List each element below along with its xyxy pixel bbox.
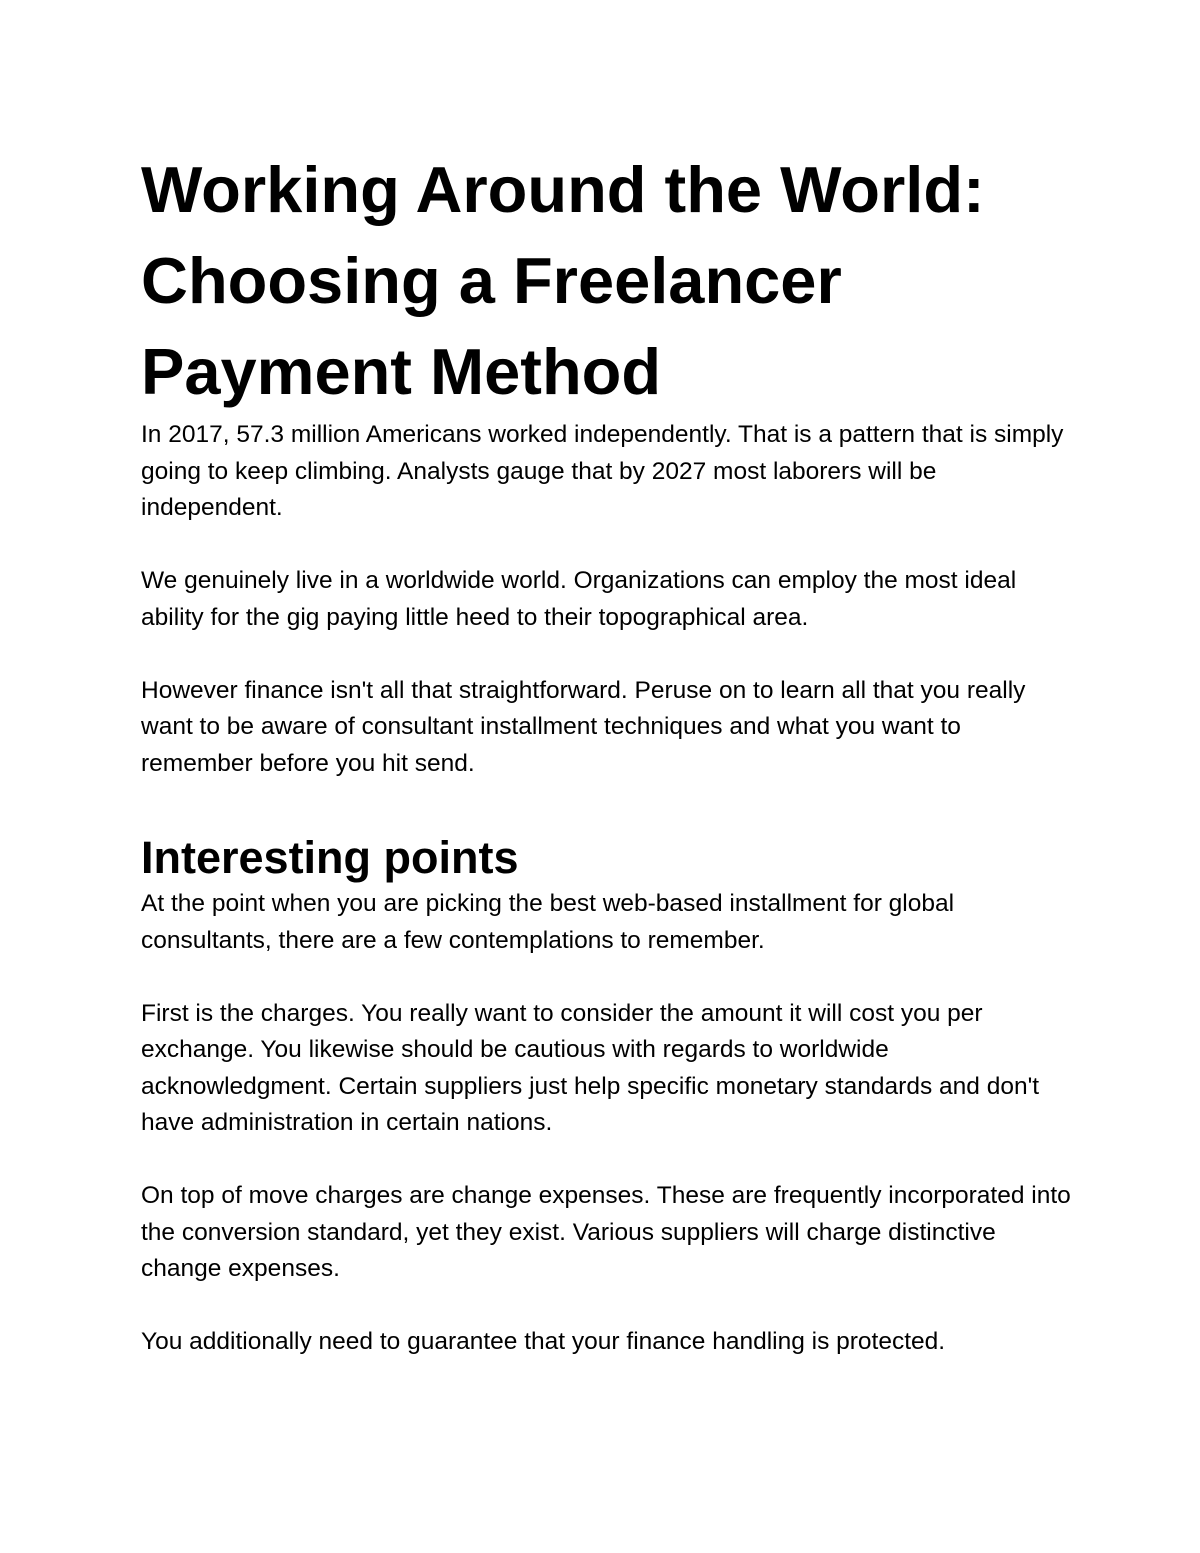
section-heading: Interesting points [141, 832, 519, 883]
section-paragraph-1: At the point when you are picking the best web-based installment for global consultants, there are a few contemplations to remember. [141, 890, 955, 954]
intro-paragraph-3: However finance isn't all that straightforward. Peruse on to learn all that you really want to be aware of consultant installment techniques and what you want to remember before you hit send. [141, 676, 1026, 777]
section-paragraph-2: First is the charges. You really want to consider the amount it will cost you per exchange. You likewise should be cautious with regards to worldwide acknowledgment. Certain suppliers just help specific monetary standards and don't have administration in certain nations. [141, 999, 1040, 1136]
intro-paragraph-2: We genuinely live in a worldwide world. Organizations can employ the most ideal ability for the gig paying little heed to their topographical area. [141, 567, 1017, 631]
document-page [141, 144, 1071, 1361]
intro-paragraph-1: In 2017, 57.3 million Americans worked independently. That is a pattern that is simply going to keep climbing. Analysts gauge that by 2027 most laborers will be independent. [141, 421, 1064, 521]
section-paragraph-4: You additionally need to guarantee that your finance handling is protected. [141, 1328, 946, 1355]
document-title: Working Around the World: Choosing a Freelancer Payment Method [141, 153, 985, 408]
section-paragraph-3: On top of move charges are change expenses. These are frequently incorporated into the conversion standard, yet they exist. Various suppliers will charge distinctive change expenses. [141, 1182, 1071, 1282]
